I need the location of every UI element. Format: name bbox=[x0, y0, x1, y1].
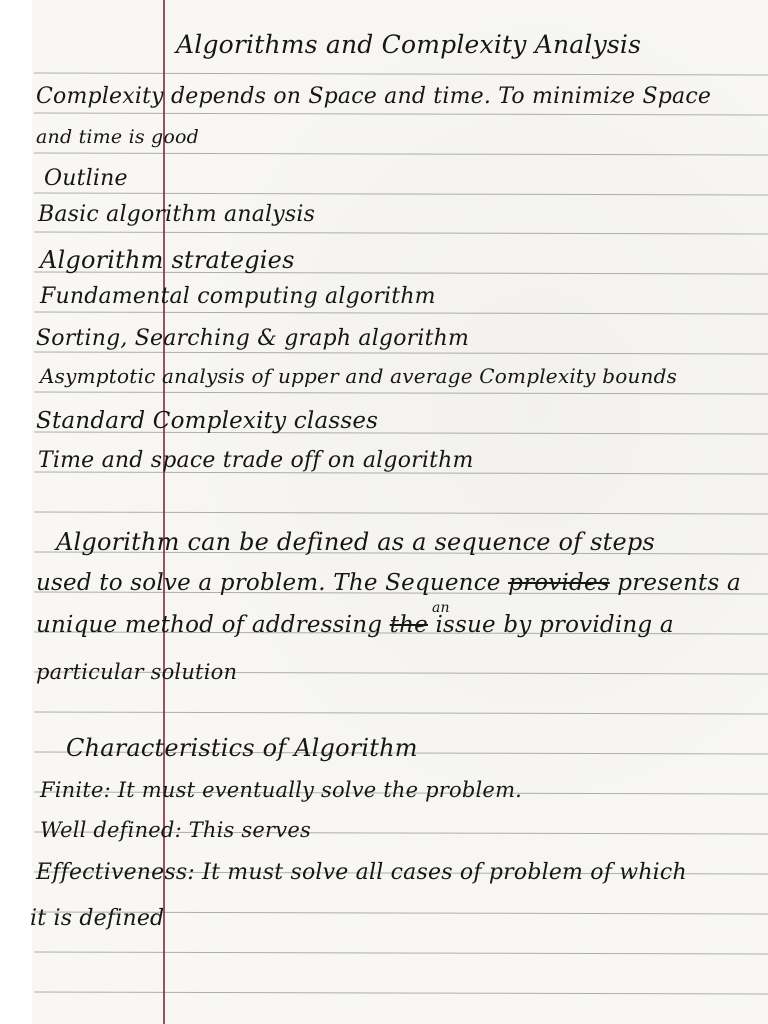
definition-text: presents a bbox=[617, 570, 741, 596]
struck-word: provides bbox=[508, 570, 610, 596]
outline-item: Sorting, Searching & graph algorithm bbox=[36, 326, 470, 351]
definition-line: Algorithm can be defined as a sequence of steps bbox=[56, 528, 655, 556]
characteristic-item: Finite: It must eventually solve the problem. bbox=[40, 778, 523, 802]
definition-line bbox=[36, 570, 741, 596]
definition-text: unique method of addressing bbox=[36, 612, 383, 638]
inserted-word: an bbox=[432, 600, 450, 616]
outline-item: Algorithm strategies bbox=[40, 246, 295, 274]
definition-line bbox=[36, 612, 674, 638]
outline-item: Asymptotic analysis of upper and average Complexity bounds bbox=[40, 364, 678, 388]
intro-line-2: and time is good bbox=[36, 126, 200, 148]
definition-line: particular solution bbox=[36, 660, 238, 684]
outline-item: Fundamental computing algorithm bbox=[40, 284, 436, 309]
characteristic-item: Effectiveness: It must solve all cases of problem of which bbox=[36, 860, 687, 885]
definition-text: issue by providing a bbox=[435, 612, 674, 638]
struck-word: the bbox=[389, 612, 428, 638]
section-heading: Characteristics of Algorithm bbox=[66, 734, 418, 762]
page-title: Algorithms and Complexity Analysis bbox=[176, 30, 642, 59]
outline-item: Basic algorithm analysis bbox=[38, 202, 316, 227]
outline-item: Standard Complexity classes bbox=[36, 408, 379, 434]
characteristic-item: Well defined: This serves bbox=[40, 818, 311, 842]
characteristic-item: it is defined bbox=[30, 906, 165, 931]
outline-item: Time and space trade off on algorithm bbox=[38, 448, 474, 473]
intro-line-1: Complexity depends on Space and time. To minimize Space bbox=[36, 84, 712, 109]
definition-text: used to solve a problem. The Sequence bbox=[36, 570, 501, 596]
outline-heading: Outline bbox=[44, 166, 128, 191]
